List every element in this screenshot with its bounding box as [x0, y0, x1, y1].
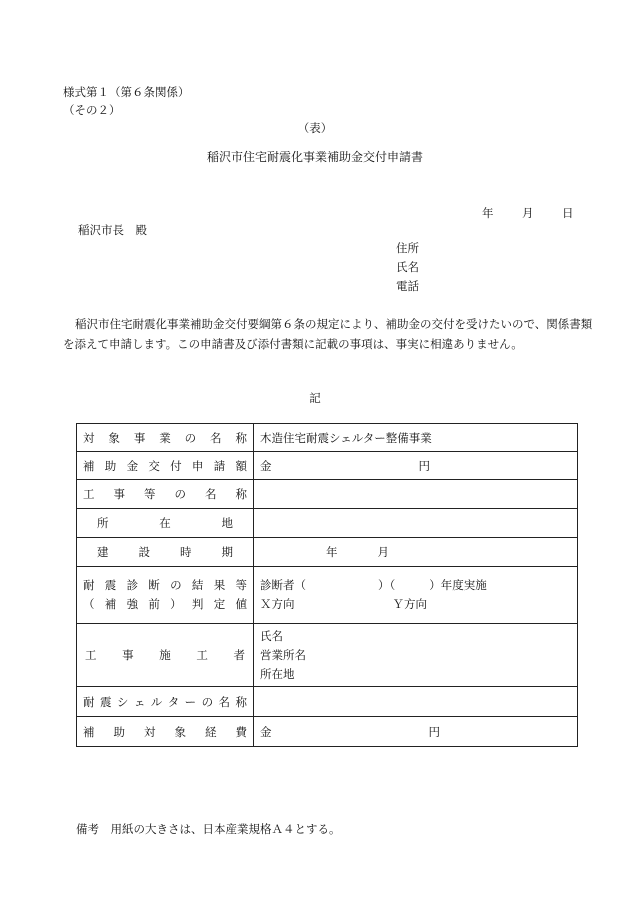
label-char: 名 [210, 430, 222, 445]
label-char: の [174, 487, 186, 501]
label-char: 耐 [83, 578, 95, 592]
form-sub-number: （その２） [63, 103, 121, 117]
label-char: の [170, 578, 182, 592]
label-char: 施 [159, 648, 171, 662]
label-char: 断 [148, 578, 160, 592]
label-char: 震 [99, 694, 112, 709]
label-text [83, 544, 247, 560]
application-table [76, 423, 578, 747]
date-year-label: 年 [482, 206, 494, 220]
label-char: 地 [221, 516, 233, 530]
label-char: 名 [205, 487, 217, 501]
x-direction-label: Ｘ方向 [260, 597, 295, 611]
label-char: 事 [122, 648, 134, 662]
application-statement: 稲沢市住宅耐震化事業補助金交付要綱第６条の規定により、補助金の交付を受けたいので、関係書類を添えて申請します。この申請書及び添付書類に記載の事項は、事実に相違ありません。 [63, 317, 593, 351]
label-char: 在 [159, 516, 171, 530]
label-text [83, 694, 247, 710]
period-year-label: 年 [326, 545, 338, 559]
grant-amount-value[interactable] [254, 452, 578, 480]
diagnosis-value[interactable] [254, 567, 578, 624]
label-char: ） [170, 597, 182, 611]
label-char: 申 [191, 458, 204, 473]
date-month-label: 月 [522, 206, 534, 220]
label-char: 交 [148, 458, 160, 473]
label-char: 業 [159, 430, 171, 445]
label-char: 震 [104, 578, 117, 592]
diagnostician-open: 診断者（ [260, 578, 306, 592]
label-char: 名 [218, 694, 230, 709]
label-char: 工 [85, 648, 97, 662]
label-char: 経 [205, 724, 217, 739]
location-label [77, 509, 254, 538]
record-heading: 記 [309, 391, 321, 405]
applicant-phone-label: 電話 [396, 279, 419, 293]
table-row-construction-period [77, 538, 578, 567]
subsidy-cost-unit: 円 [428, 724, 440, 739]
label-char: 等 [235, 578, 247, 592]
label-char: 強 [126, 597, 139, 611]
addressee: 稲沢市長 殿 [78, 223, 147, 237]
label-char: 所 [97, 516, 109, 530]
label-char: 工 [196, 648, 208, 662]
label-char: 金 [126, 458, 139, 473]
contractor-name-label: 氏名 [260, 628, 283, 643]
label-char: 象 [174, 724, 186, 739]
label-text [83, 576, 247, 595]
label-text [83, 647, 247, 663]
label-char: 請 [213, 458, 226, 473]
label-char: 建 [97, 545, 109, 559]
label-char: 対 [83, 430, 95, 445]
grant-amount-prefix: 金 [260, 458, 272, 473]
table-row-contractor [77, 624, 578, 687]
table-row-grant-amount [77, 452, 578, 480]
label-char: 対 [144, 724, 156, 739]
contractor-office-label: 営業所名 [260, 647, 306, 662]
table-row-subsidy-cost [77, 717, 578, 747]
direction-line [260, 595, 571, 614]
diagnostician-close: ）（ [378, 578, 396, 592]
table-row-shelter-name [77, 687, 578, 717]
label-char: 額 [235, 458, 247, 473]
label-char: 補 [104, 597, 117, 611]
table-row-location [77, 509, 578, 538]
label-char: 補 [83, 724, 95, 739]
label-char: 期 [221, 545, 233, 559]
label-char: 象 [108, 430, 120, 445]
location-value[interactable] [254, 509, 578, 538]
label-text [83, 515, 247, 531]
contractor-address-label: 所在地 [260, 666, 295, 681]
label-char: 称 [235, 487, 247, 501]
subsidy-cost-value[interactable] [254, 717, 578, 747]
work-name-label [77, 480, 254, 509]
label-char: 前 [148, 597, 160, 611]
date-day-label: 日 [562, 206, 574, 220]
project-name-value: 木造住宅耐震シェルター整備事業 [254, 424, 578, 452]
label-char: シ [116, 694, 129, 709]
diagnosis-label [77, 567, 254, 624]
label-char: 耐 [83, 694, 95, 709]
project-name-label [77, 424, 254, 452]
contractor-value[interactable] [254, 624, 578, 687]
diagnosis-year-suffix: ）年度実施 [429, 578, 487, 592]
label-char: 定 [213, 597, 226, 611]
label-text [83, 724, 247, 740]
label-char: の [184, 430, 197, 445]
label-char: 助 [113, 724, 125, 739]
label-text [83, 595, 247, 614]
form-number: 様式第１（第６条関係） [63, 85, 190, 99]
construction-period-label [77, 538, 254, 567]
table-row-work-name [77, 480, 578, 509]
applicant-name-label: 氏名 [396, 260, 419, 274]
grant-amount-unit: 円 [418, 458, 430, 473]
label-char: ェ [133, 694, 146, 709]
label-char: （ [83, 597, 95, 611]
shelter-name-value[interactable] [254, 687, 578, 717]
label-char: 者 [233, 648, 245, 662]
label-char: 称 [235, 694, 247, 709]
shelter-name-label [77, 687, 254, 717]
label-char: 費 [235, 724, 247, 739]
label-char: 設 [138, 545, 150, 559]
label-char: 称 [235, 430, 247, 445]
table-row-project-name [77, 424, 578, 452]
label-char: 補 [83, 458, 95, 473]
label-char: 結 [191, 578, 204, 592]
grant-amount-label [77, 452, 254, 480]
table-row-diagnosis [77, 567, 578, 624]
subsidy-cost-prefix: 金 [260, 724, 272, 739]
period-month-label: 月 [377, 545, 389, 559]
applicant-address-label: 住所 [396, 241, 419, 255]
label-char: 事 [133, 430, 146, 445]
diagnostician-line [260, 576, 571, 595]
label-char: 付 [170, 458, 182, 473]
label-char: 判 [191, 597, 204, 611]
page-side-label: （表） [297, 121, 333, 135]
note: 備考 用紙の大きさは、日本産業規格Ａ４とする。 [76, 822, 341, 836]
label-char: 助 [104, 458, 117, 473]
label-char: 事 [113, 487, 125, 501]
label-text [83, 430, 247, 446]
label-char: 果 [213, 578, 226, 592]
label-text [83, 486, 247, 502]
label-char: ル [150, 694, 163, 709]
label-char: ー [184, 694, 197, 709]
y-direction-label: Ｙ方向 [392, 597, 427, 611]
page-title: 稲沢市住宅耐震化事業補助金交付申請書 [206, 150, 423, 164]
label-char: 値 [235, 597, 247, 611]
label-char: 工 [83, 487, 95, 501]
label-char: 等 [144, 487, 156, 501]
label-char: 診 [126, 578, 139, 592]
label-text [83, 458, 247, 474]
contractor-label [77, 624, 254, 687]
label-char: 時 [180, 545, 192, 559]
label-char: の [201, 694, 214, 709]
construction-period-value[interactable] [254, 538, 578, 567]
work-name-value[interactable] [254, 480, 578, 509]
subsidy-cost-label [77, 717, 254, 747]
label-char: タ [167, 694, 180, 709]
